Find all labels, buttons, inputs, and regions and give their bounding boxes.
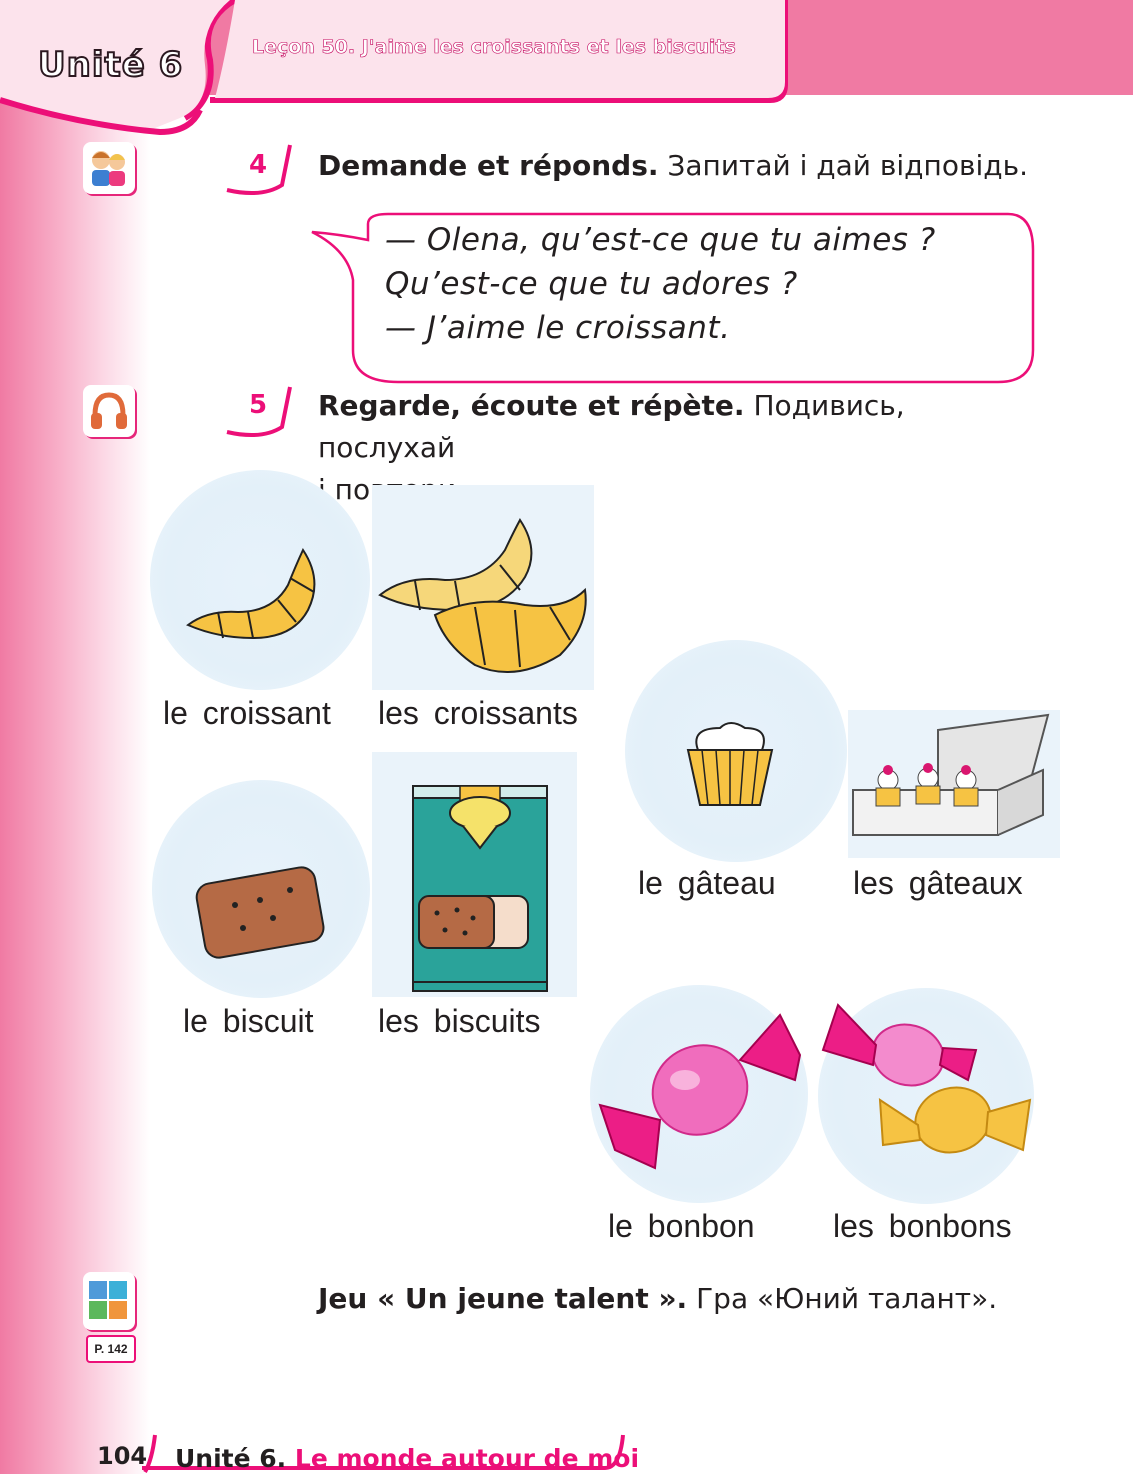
- task5-title-uk-line1: Подивись, послухай: [318, 389, 905, 464]
- caption-les-gateaux: les gâteaux: [853, 865, 1023, 901]
- biscuits-image: [405, 768, 555, 996]
- caption-les-croissants: les croissants: [378, 695, 578, 731]
- task4-title-uk: Запитай і дай відповідь.: [667, 149, 1029, 182]
- pair-work-icon: [83, 142, 135, 194]
- page-number: 104: [97, 1442, 148, 1470]
- croissants-image: [375, 515, 595, 690]
- page-reference: P. 142: [86, 1335, 136, 1363]
- bonbon-image: [595, 1010, 805, 1180]
- caption-le-bonbon: le bonbon: [608, 1208, 755, 1244]
- dialog-line-2: Qu’est-ce que tu adores ?: [385, 266, 798, 302]
- caption-le-biscuit: le biscuit: [183, 1003, 314, 1039]
- footer-unit-name: Le monde autour de moi: [294, 1444, 640, 1473]
- caption-les-bonbons: les bonbons: [833, 1208, 1012, 1244]
- lesson-title: Leçon 50. J'aime les croissants et les biscuits: [252, 36, 736, 58]
- task4-title: [318, 145, 1028, 187]
- caption-le-croissant: le croissant: [163, 695, 331, 731]
- caption-les-biscuits: les biscuits: [378, 1003, 541, 1039]
- game-dice-icon: [83, 1272, 135, 1330]
- footer-unit-title: [175, 1444, 639, 1473]
- gateaux-image: [848, 710, 1060, 858]
- gateau-image: [680, 720, 780, 810]
- task5-title-fr: Regarde, écoute et répète.: [318, 389, 745, 422]
- game-title: [318, 1278, 997, 1320]
- game-title-fr: Jeu « Un jeune talent ».: [318, 1282, 688, 1315]
- caption-le-gateau: le gâteau: [638, 865, 776, 901]
- footer-unit: Unité 6.: [175, 1444, 287, 1473]
- unit-badge: Unité 6: [38, 45, 184, 85]
- game-title-uk: Гра «Юний талант».: [696, 1282, 998, 1315]
- dialog-line-3: — J’aime le croissant.: [385, 310, 731, 346]
- bonbons-image: [818, 1000, 1038, 1180]
- task-number-5: 5: [248, 390, 268, 420]
- biscuit-image: [195, 860, 335, 960]
- task4-title-fr: Demande et réponds.: [318, 149, 659, 182]
- dialog-line-1: — Olena, qu’est-ce que tu aimes ?: [385, 222, 936, 258]
- task-number-4: 4: [248, 150, 268, 180]
- croissant-image: [178, 540, 328, 650]
- headphones-icon: [83, 385, 135, 437]
